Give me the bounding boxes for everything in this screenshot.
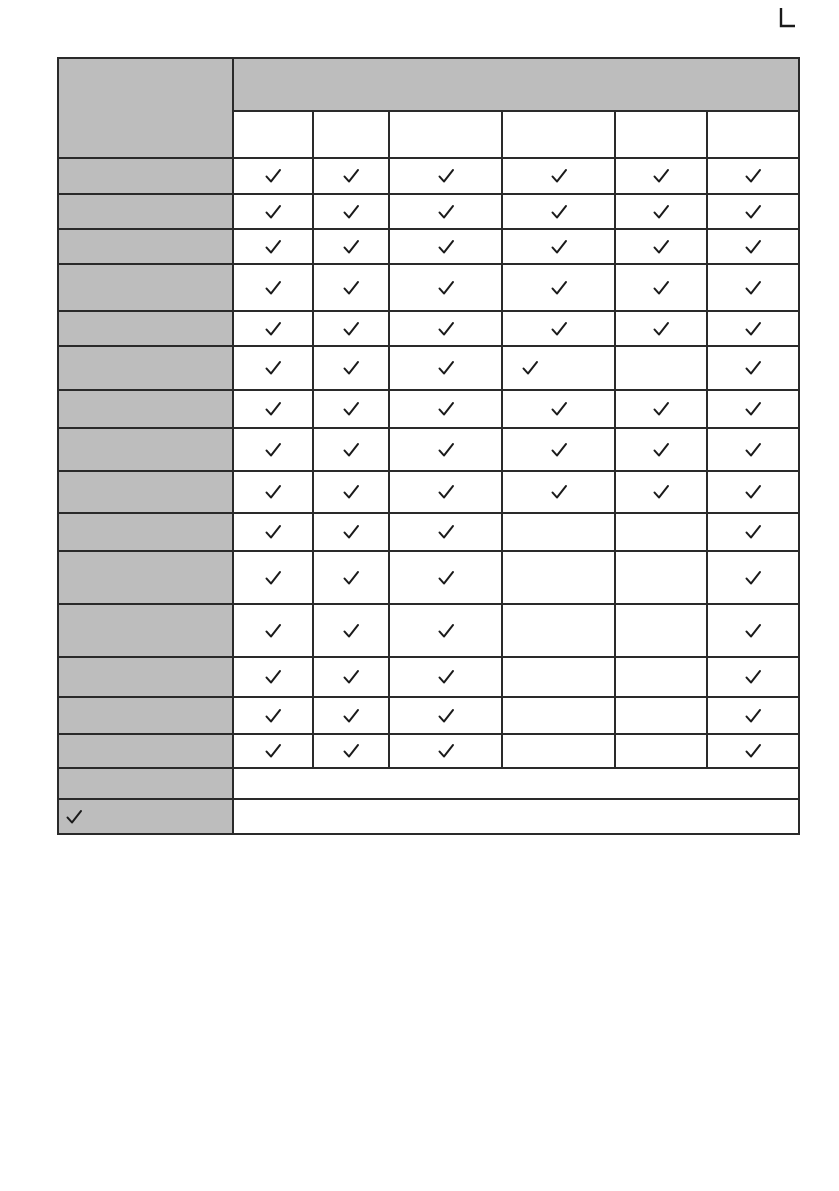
check-cell (313, 390, 389, 428)
check-cell (615, 264, 707, 311)
checkmark-icon (65, 808, 83, 826)
checkmark-icon (437, 279, 455, 297)
checkmark-icon (437, 742, 455, 760)
checkmark-icon (521, 359, 539, 377)
checkmark-icon (550, 238, 568, 256)
check-cell (502, 158, 615, 194)
check-cell (502, 697, 615, 734)
legend-label (58, 799, 233, 834)
check-cell (313, 697, 389, 734)
checkmark-icon (437, 238, 455, 256)
check-cell (707, 697, 799, 734)
check-cell (313, 657, 389, 697)
check-cell (313, 734, 389, 768)
legend-row (58, 799, 799, 834)
table-row (58, 428, 799, 471)
check-cell (615, 734, 707, 768)
checkmark-icon (437, 359, 455, 377)
check-cell (502, 390, 615, 428)
check-cell (707, 513, 799, 551)
checkmark-icon (437, 622, 455, 640)
checkmark-icon (264, 707, 282, 725)
checkmark-icon (744, 483, 762, 501)
table-row (58, 264, 799, 311)
checkmark-icon (744, 359, 762, 377)
rotated-l-mark-icon (779, 6, 797, 28)
checkmark-icon (264, 279, 282, 297)
checkmark-icon (264, 203, 282, 221)
checkmark-icon (342, 203, 360, 221)
check-cell (389, 657, 502, 697)
table-row (58, 734, 799, 768)
row-label (58, 346, 233, 390)
row-label (58, 471, 233, 513)
table-row (58, 657, 799, 697)
row-label (58, 697, 233, 734)
check-cell (707, 311, 799, 346)
table-row (58, 390, 799, 428)
check-cell (389, 471, 502, 513)
table-row (58, 158, 799, 194)
checkmark-icon (342, 441, 360, 459)
checkmark-icon (744, 742, 762, 760)
check-cell (502, 229, 615, 264)
checkmark-icon (744, 523, 762, 541)
row-label (58, 551, 233, 604)
checkmark-icon (264, 400, 282, 418)
check-cell (233, 471, 313, 513)
check-cell (389, 264, 502, 311)
compatibility-table (57, 57, 800, 835)
check-cell (389, 311, 502, 346)
checkmark-icon (264, 167, 282, 185)
column-header-2 (313, 111, 389, 158)
checkmark-icon (342, 238, 360, 256)
footer-row (58, 768, 799, 799)
check-cell (502, 604, 615, 657)
check-cell (233, 346, 313, 390)
checkmark-icon (342, 279, 360, 297)
checkmark-icon (744, 668, 762, 686)
checkmark-icon (342, 707, 360, 725)
check-cell (707, 158, 799, 194)
checkmark-icon (652, 279, 670, 297)
check-cell (615, 311, 707, 346)
table-row (58, 311, 799, 346)
checkmark-icon (437, 483, 455, 501)
table-row (58, 346, 799, 390)
checkmark-icon (652, 320, 670, 338)
check-cell (233, 697, 313, 734)
checkmark-icon (744, 203, 762, 221)
checkmark-icon (437, 400, 455, 418)
check-cell (707, 194, 799, 229)
table-row (58, 604, 799, 657)
check-cell (233, 311, 313, 346)
column-header-4 (502, 111, 615, 158)
check-cell (313, 428, 389, 471)
checkmark-icon (652, 483, 670, 501)
checkmark-icon (744, 707, 762, 725)
checkmark-icon (550, 483, 568, 501)
check-cell (502, 264, 615, 311)
check-cell (233, 194, 313, 229)
checkmark-icon (342, 668, 360, 686)
column-header-3 (389, 111, 502, 158)
table-row (58, 471, 799, 513)
row-label (58, 428, 233, 471)
check-cell (707, 734, 799, 768)
checkmark-icon (437, 203, 455, 221)
row-label (58, 734, 233, 768)
check-cell (502, 551, 615, 604)
table-row (58, 513, 799, 551)
check-cell (707, 264, 799, 311)
check-cell (313, 264, 389, 311)
row-label (58, 194, 233, 229)
checkmark-icon (437, 320, 455, 338)
checkmark-icon (652, 238, 670, 256)
check-cell (502, 346, 615, 390)
checkmark-icon (550, 400, 568, 418)
check-cell (233, 604, 313, 657)
check-cell (233, 158, 313, 194)
check-cell (233, 513, 313, 551)
check-cell (389, 513, 502, 551)
checkmark-icon (550, 320, 568, 338)
checkmark-icon (342, 622, 360, 640)
check-cell (502, 657, 615, 697)
checkmark-icon (264, 359, 282, 377)
check-cell (233, 390, 313, 428)
checkmark-icon (744, 622, 762, 640)
checkmark-icon (342, 359, 360, 377)
checkmark-icon (437, 569, 455, 587)
check-cell (313, 551, 389, 604)
check-cell (389, 604, 502, 657)
check-cell (389, 194, 502, 229)
check-cell (502, 471, 615, 513)
check-cell (233, 264, 313, 311)
header-group-cell (233, 58, 799, 111)
row-label (58, 513, 233, 551)
check-cell (615, 697, 707, 734)
check-cell (389, 158, 502, 194)
check-cell (615, 390, 707, 428)
checkmark-icon (264, 483, 282, 501)
checkmark-icon (264, 622, 282, 640)
row-label (58, 311, 233, 346)
checkmark-icon (744, 569, 762, 587)
check-cell (615, 158, 707, 194)
checkmark-icon (744, 238, 762, 256)
checkmark-icon (437, 523, 455, 541)
check-cell (615, 471, 707, 513)
checkmark-icon (437, 707, 455, 725)
check-cell (389, 390, 502, 428)
check-cell (313, 604, 389, 657)
checkmark-icon (550, 279, 568, 297)
check-cell (615, 604, 707, 657)
checkmark-icon (652, 400, 670, 418)
checkmark-icon (744, 279, 762, 297)
check-cell (615, 229, 707, 264)
footer-value (233, 768, 799, 799)
table-row (58, 194, 799, 229)
check-cell (233, 551, 313, 604)
check-cell (313, 471, 389, 513)
check-cell (233, 229, 313, 264)
check-cell (615, 346, 707, 390)
check-cell (313, 158, 389, 194)
check-cell (389, 229, 502, 264)
checkmark-icon (342, 320, 360, 338)
check-cell (313, 311, 389, 346)
checkmark-icon (264, 742, 282, 760)
checkmark-icon (264, 523, 282, 541)
row-label (58, 158, 233, 194)
checkmark-icon (744, 441, 762, 459)
check-cell (389, 346, 502, 390)
checkmark-icon (744, 400, 762, 418)
check-cell (707, 346, 799, 390)
check-cell (233, 734, 313, 768)
check-cell (707, 551, 799, 604)
checkmark-icon (437, 441, 455, 459)
checkmark-icon (264, 441, 282, 459)
legend-value (233, 799, 799, 834)
check-cell (502, 513, 615, 551)
checkmark-icon (264, 569, 282, 587)
check-cell (233, 428, 313, 471)
check-cell (313, 346, 389, 390)
checkmark-icon (264, 238, 282, 256)
checkmark-icon (342, 167, 360, 185)
check-cell (707, 428, 799, 471)
table-row (58, 697, 799, 734)
check-cell (615, 551, 707, 604)
check-cell (389, 551, 502, 604)
checkmark-icon (550, 203, 568, 221)
checkmark-icon (342, 523, 360, 541)
check-cell (389, 697, 502, 734)
row-label (58, 390, 233, 428)
check-cell (502, 311, 615, 346)
column-header-6 (707, 111, 799, 158)
checkmark-icon (550, 167, 568, 185)
check-cell (707, 390, 799, 428)
checkmark-icon (342, 569, 360, 587)
row-label (58, 264, 233, 311)
check-cell (707, 471, 799, 513)
check-cell (233, 657, 313, 697)
checkmark-icon (437, 167, 455, 185)
check-cell (389, 734, 502, 768)
check-cell (389, 428, 502, 471)
checkmark-icon (437, 668, 455, 686)
checkmark-icon (342, 742, 360, 760)
check-cell (615, 194, 707, 229)
check-cell (502, 428, 615, 471)
checkmark-icon (652, 167, 670, 185)
checkmark-icon (550, 441, 568, 459)
footer-label (58, 768, 233, 799)
row-label (58, 229, 233, 264)
check-cell (707, 229, 799, 264)
check-cell (313, 194, 389, 229)
checkmark-icon (264, 320, 282, 338)
row-label (58, 657, 233, 697)
check-cell (502, 194, 615, 229)
check-cell (313, 229, 389, 264)
checkmark-icon (264, 668, 282, 686)
column-header-5 (615, 111, 707, 158)
check-cell (502, 734, 615, 768)
header-corner-cell (58, 58, 233, 158)
check-cell (615, 513, 707, 551)
checkmark-icon (744, 320, 762, 338)
check-cell (313, 513, 389, 551)
check-cell (615, 428, 707, 471)
check-cell (707, 657, 799, 697)
checkmark-icon (342, 483, 360, 501)
checkmark-icon (744, 167, 762, 185)
checkmark-icon (342, 400, 360, 418)
checkmark-icon (652, 441, 670, 459)
checkmark-icon (652, 203, 670, 221)
column-header-1 (233, 111, 313, 158)
table-row (58, 551, 799, 604)
check-cell (707, 604, 799, 657)
table-row (58, 229, 799, 264)
row-label (58, 604, 233, 657)
check-cell (615, 657, 707, 697)
